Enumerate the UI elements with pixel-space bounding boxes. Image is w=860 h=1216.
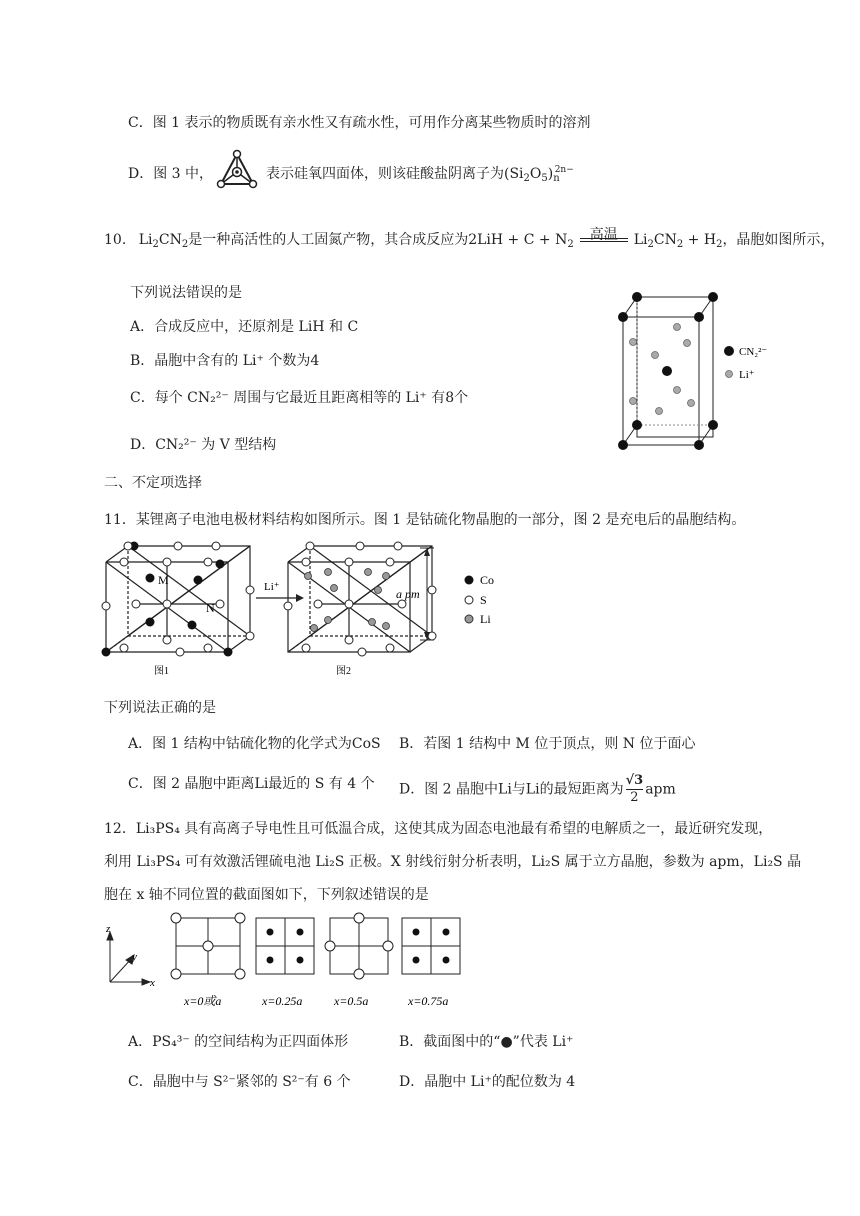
q11-option-c: C．图 2 晶胞中距离Li最近的 S 有 4 个 — [128, 776, 375, 792]
q12-caption-2: x=0.25a — [262, 994, 303, 1008]
silicon-oxygen-tetrahedron-icon — [215, 148, 259, 190]
q11-label-n: N — [206, 601, 215, 615]
q12-caption-3: x=0.5a — [334, 994, 369, 1008]
q11-label-m: M — [158, 573, 169, 587]
q12-section-x0 — [171, 913, 245, 979]
q11-option-d-fraction: $\frac{√3}{2}$ — [625, 773, 644, 805]
q10-equation-arrow — [574, 227, 634, 244]
q11-option-d-prefix: D．图 2 晶胞中Li与Li的最短距离为 — [399, 781, 624, 798]
q10-formula: $Li_2CN_2$ — [138, 232, 189, 250]
q12-line-3: 胞在 x 轴不同位置的截面图如下，下列叙述错误的是 — [104, 887, 429, 903]
section-heading: 二、不定项选择 — [104, 475, 202, 491]
q11-arrow-label: Li⁺ — [264, 581, 280, 593]
q11-fig1-caption: 图1 — [154, 666, 169, 677]
q10-equation-left: $2LiH + C + N_2$ — [468, 232, 574, 250]
q9-option-d-prefix: D．图 3 中， — [128, 166, 214, 182]
q10-legend-li: Li⁺ — [739, 369, 755, 381]
q11-legend-s: S — [480, 593, 487, 607]
q11-option-a: A．图 1 结构中钴硫化物的化学式为CoS — [128, 736, 381, 752]
q12-axis-z: z — [106, 923, 111, 935]
q11-legend-co: Co — [480, 573, 495, 587]
q12-caption-1: x=0或a — [184, 994, 222, 1008]
q11-stem: 11．某锂离子电池电极材料结构如图所示。图 1 是钴硫化物晶胞的一部分，图 2 是充电后的晶胞结构。 — [104, 512, 746, 528]
q10-ask: 下列说法错误的是 — [130, 285, 242, 301]
q10-option-a: A．合成反应中，还原剂是 LiH 和 C — [130, 319, 359, 335]
q11-option-d-unit: apm — [645, 781, 676, 798]
q12-cross-sections — [96, 910, 476, 1010]
q9-option-d-formula: $(Si_2O_5)_n^{2n-}$ — [504, 165, 574, 184]
q10-option-b: B．晶胞中含有的 Li⁺ 个数为4 — [130, 353, 320, 369]
q10-equation-right: $Li_2CN_2 + H_2$ — [633, 232, 723, 250]
q10-condition: 高温 — [589, 227, 618, 243]
q12-caption-4: x=0.75a — [408, 994, 449, 1008]
q10-option-c: C．每个 CN₂²⁻ 周围与它最近且距离相等的 Li⁺ 有8个 — [130, 390, 469, 406]
q11-option-b: B．若图 1 结构中 M 位于顶点，则 N 位于面心 — [399, 736, 696, 752]
q10-unit-cell-figure — [605, 285, 795, 460]
q9-option-d-text — [266, 163, 574, 184]
q12-section-x05 — [325, 913, 393, 979]
q10-legend-cn: CN₂²⁻ — [739, 346, 768, 358]
q10-stem — [104, 229, 834, 250]
q9-option-d-mid: 表示硅氧四面体，则该硅酸盐阴离子为 — [266, 166, 504, 182]
q12-axis-y: y — [132, 951, 137, 963]
q9-option-d — [128, 163, 213, 183]
q12-line-2: 利用 Li₃PS₄ 可有效激活锂硫电池 Li₂S 正极。X 射线衍射分析表明，Li₂S 属于立方晶胞，参数为 apm，Li₂S 晶 — [104, 854, 802, 870]
q12-section-x025 — [256, 918, 314, 974]
q11-dimension: a pm — [396, 587, 420, 601]
q10-stem-mid: 是一种高活性的人工固氮产物，其合成反应为 — [188, 232, 469, 248]
q12-option-b: B．截面图中的“●”代表 Li⁺ — [399, 1034, 574, 1050]
q11-legend-li: Li — [480, 612, 491, 626]
q12-option-c: C．晶胞中与 S²⁻紧邻的 S²⁻有 6 个 — [128, 1074, 351, 1090]
q12-section-x075 — [402, 918, 460, 974]
q11-fig2-caption: 图2 — [336, 666, 351, 677]
q12-option-a: A．PS₄³⁻ 的空间结构为正四面体形 — [128, 1034, 349, 1050]
q11-ask: 下列说法正确的是 — [104, 700, 216, 716]
q12-line-1: 12．Li₃PS₄ 具有高离子导电性且可低温合成，这使其成为固态电池最有希望的电解质之一，最近研究发现， — [104, 821, 773, 837]
q11-option-d — [399, 773, 676, 806]
q10-option-d: D．CN₂²⁻ 为 V 型结构 — [130, 437, 277, 453]
q10-stem-end: ，晶胞如图所示， — [722, 232, 835, 248]
q12-axis-x: x — [150, 977, 155, 989]
q10-number: 10. — [104, 232, 127, 248]
q9-option-c: C．图 1 表示的物质既有亲水性又有疏水性，可用作分离某些物质时的溶剂 — [128, 115, 591, 131]
q11-figures — [96, 540, 516, 680]
q12-option-d: D．晶胞中 Li⁺的配位数为 4 — [399, 1074, 576, 1090]
